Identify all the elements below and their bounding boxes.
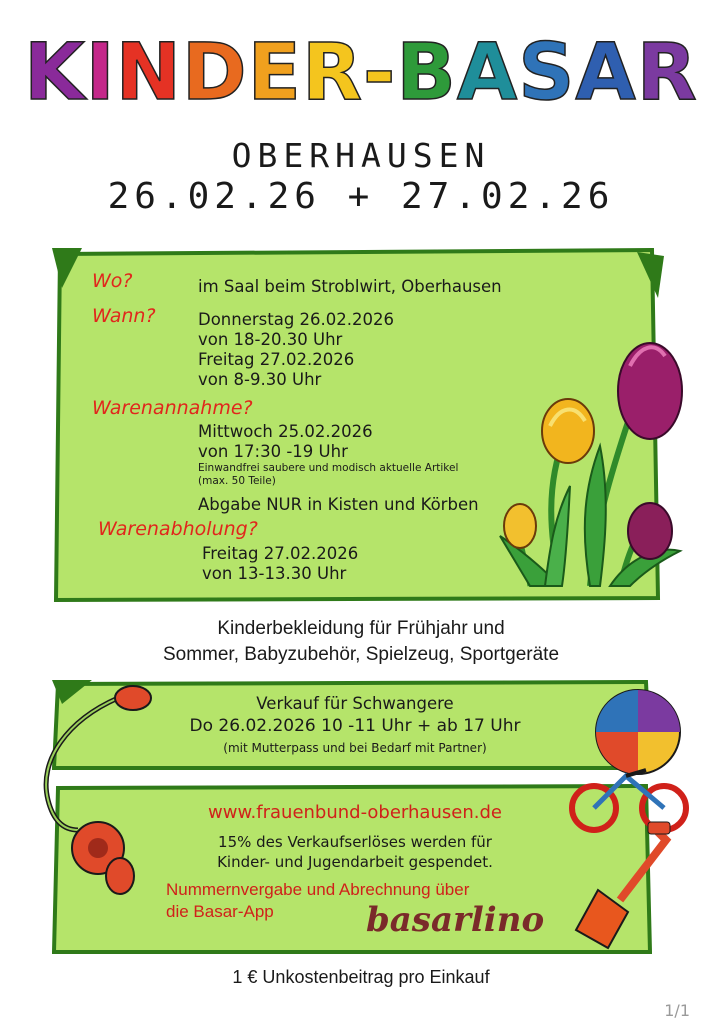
abholung-line: von 13-13.30 Uhr: [202, 564, 347, 583]
shovel-illustration: [568, 820, 678, 960]
donation-line: 15% des Verkaufserlöses werden für: [218, 833, 492, 851]
wo-text: im Saal beim Stroblwirt, Oberhausen: [198, 277, 502, 296]
title-letter: D: [181, 28, 248, 118]
items-text: [0, 616, 722, 668]
annahme-note: Einwandfrei saubere und modisch aktuelle Artikel: [198, 462, 459, 474]
abholung-label: Warenabholung?: [98, 518, 258, 540]
title-letter: S: [518, 28, 576, 118]
wann-block: [198, 310, 394, 390]
annahme-line: Mittwoch 25.02.2026: [198, 422, 373, 441]
schwangere-note: (mit Mutterpass und bei Bedarf mit Partner): [223, 741, 487, 755]
schwangere-line: Do 26.02.2026 10 -11 Uhr + ab 17 Uhr: [189, 716, 521, 736]
location-heading: OBERHAUSEN: [231, 136, 491, 175]
title-letter: -: [363, 28, 397, 118]
title-letter: A: [575, 28, 637, 118]
poster-title: [0, 28, 722, 118]
page-number: 1/1: [664, 1001, 690, 1020]
title-letter: B: [396, 28, 457, 118]
dates-heading: 26.02.26 + 27.02.26: [107, 176, 615, 217]
donation-line: Kinder- und Jugendarbeit gespendet.: [217, 853, 493, 871]
fee-text: 1 € Unkostenbeitrag pro Einkauf: [232, 967, 490, 987]
annahme-note: (max. 50 Teile): [198, 475, 276, 487]
pacifier-illustration: [28, 680, 168, 900]
title-letter: A: [456, 28, 519, 118]
wann-line: von 8-9.30 Uhr: [198, 370, 322, 389]
wann-line: Donnerstag 26.02.2026: [198, 310, 395, 329]
schwangere-line: Verkauf für Schwangere: [256, 694, 454, 713]
title-letter: R: [636, 28, 698, 118]
website-link[interactable]: www.frauenbund-oberhausen.de: [208, 802, 502, 823]
title-letter: N: [115, 28, 182, 118]
annahme-line: von 17:30 -19 Uhr: [198, 442, 348, 461]
app-line: die Basar-App: [166, 902, 274, 921]
basarlino-logo: basarlino: [366, 900, 545, 940]
annahme-block: [198, 422, 458, 488]
abgabe-text: Abgabe NUR in Kisten und Körben: [198, 495, 479, 514]
app-line: Nummernvergabe und Abrechnung über: [166, 880, 470, 899]
wo-label: Wo?: [92, 270, 133, 292]
title-letter: E: [247, 28, 302, 118]
wann-line: Freitag 27.02.2026: [198, 350, 355, 369]
wann-line: von 18-20.30 Uhr: [198, 330, 343, 349]
title-letter: R: [301, 28, 364, 118]
items-line: Kinderbekleidung für Frühjahr und: [217, 618, 505, 639]
title-letter: I: [85, 28, 116, 118]
annahme-label: Warenannahme?: [92, 397, 253, 419]
abholung-line: Freitag 27.02.2026: [202, 544, 359, 563]
title-letter: K: [24, 28, 86, 118]
items-line: Sommer, Babyzubehör, Spielzeug, Sportgeräte: [162, 644, 560, 665]
abholung-block: [202, 544, 358, 584]
wann-label: Wann?: [92, 305, 156, 327]
tulips-illustration: [490, 336, 690, 596]
